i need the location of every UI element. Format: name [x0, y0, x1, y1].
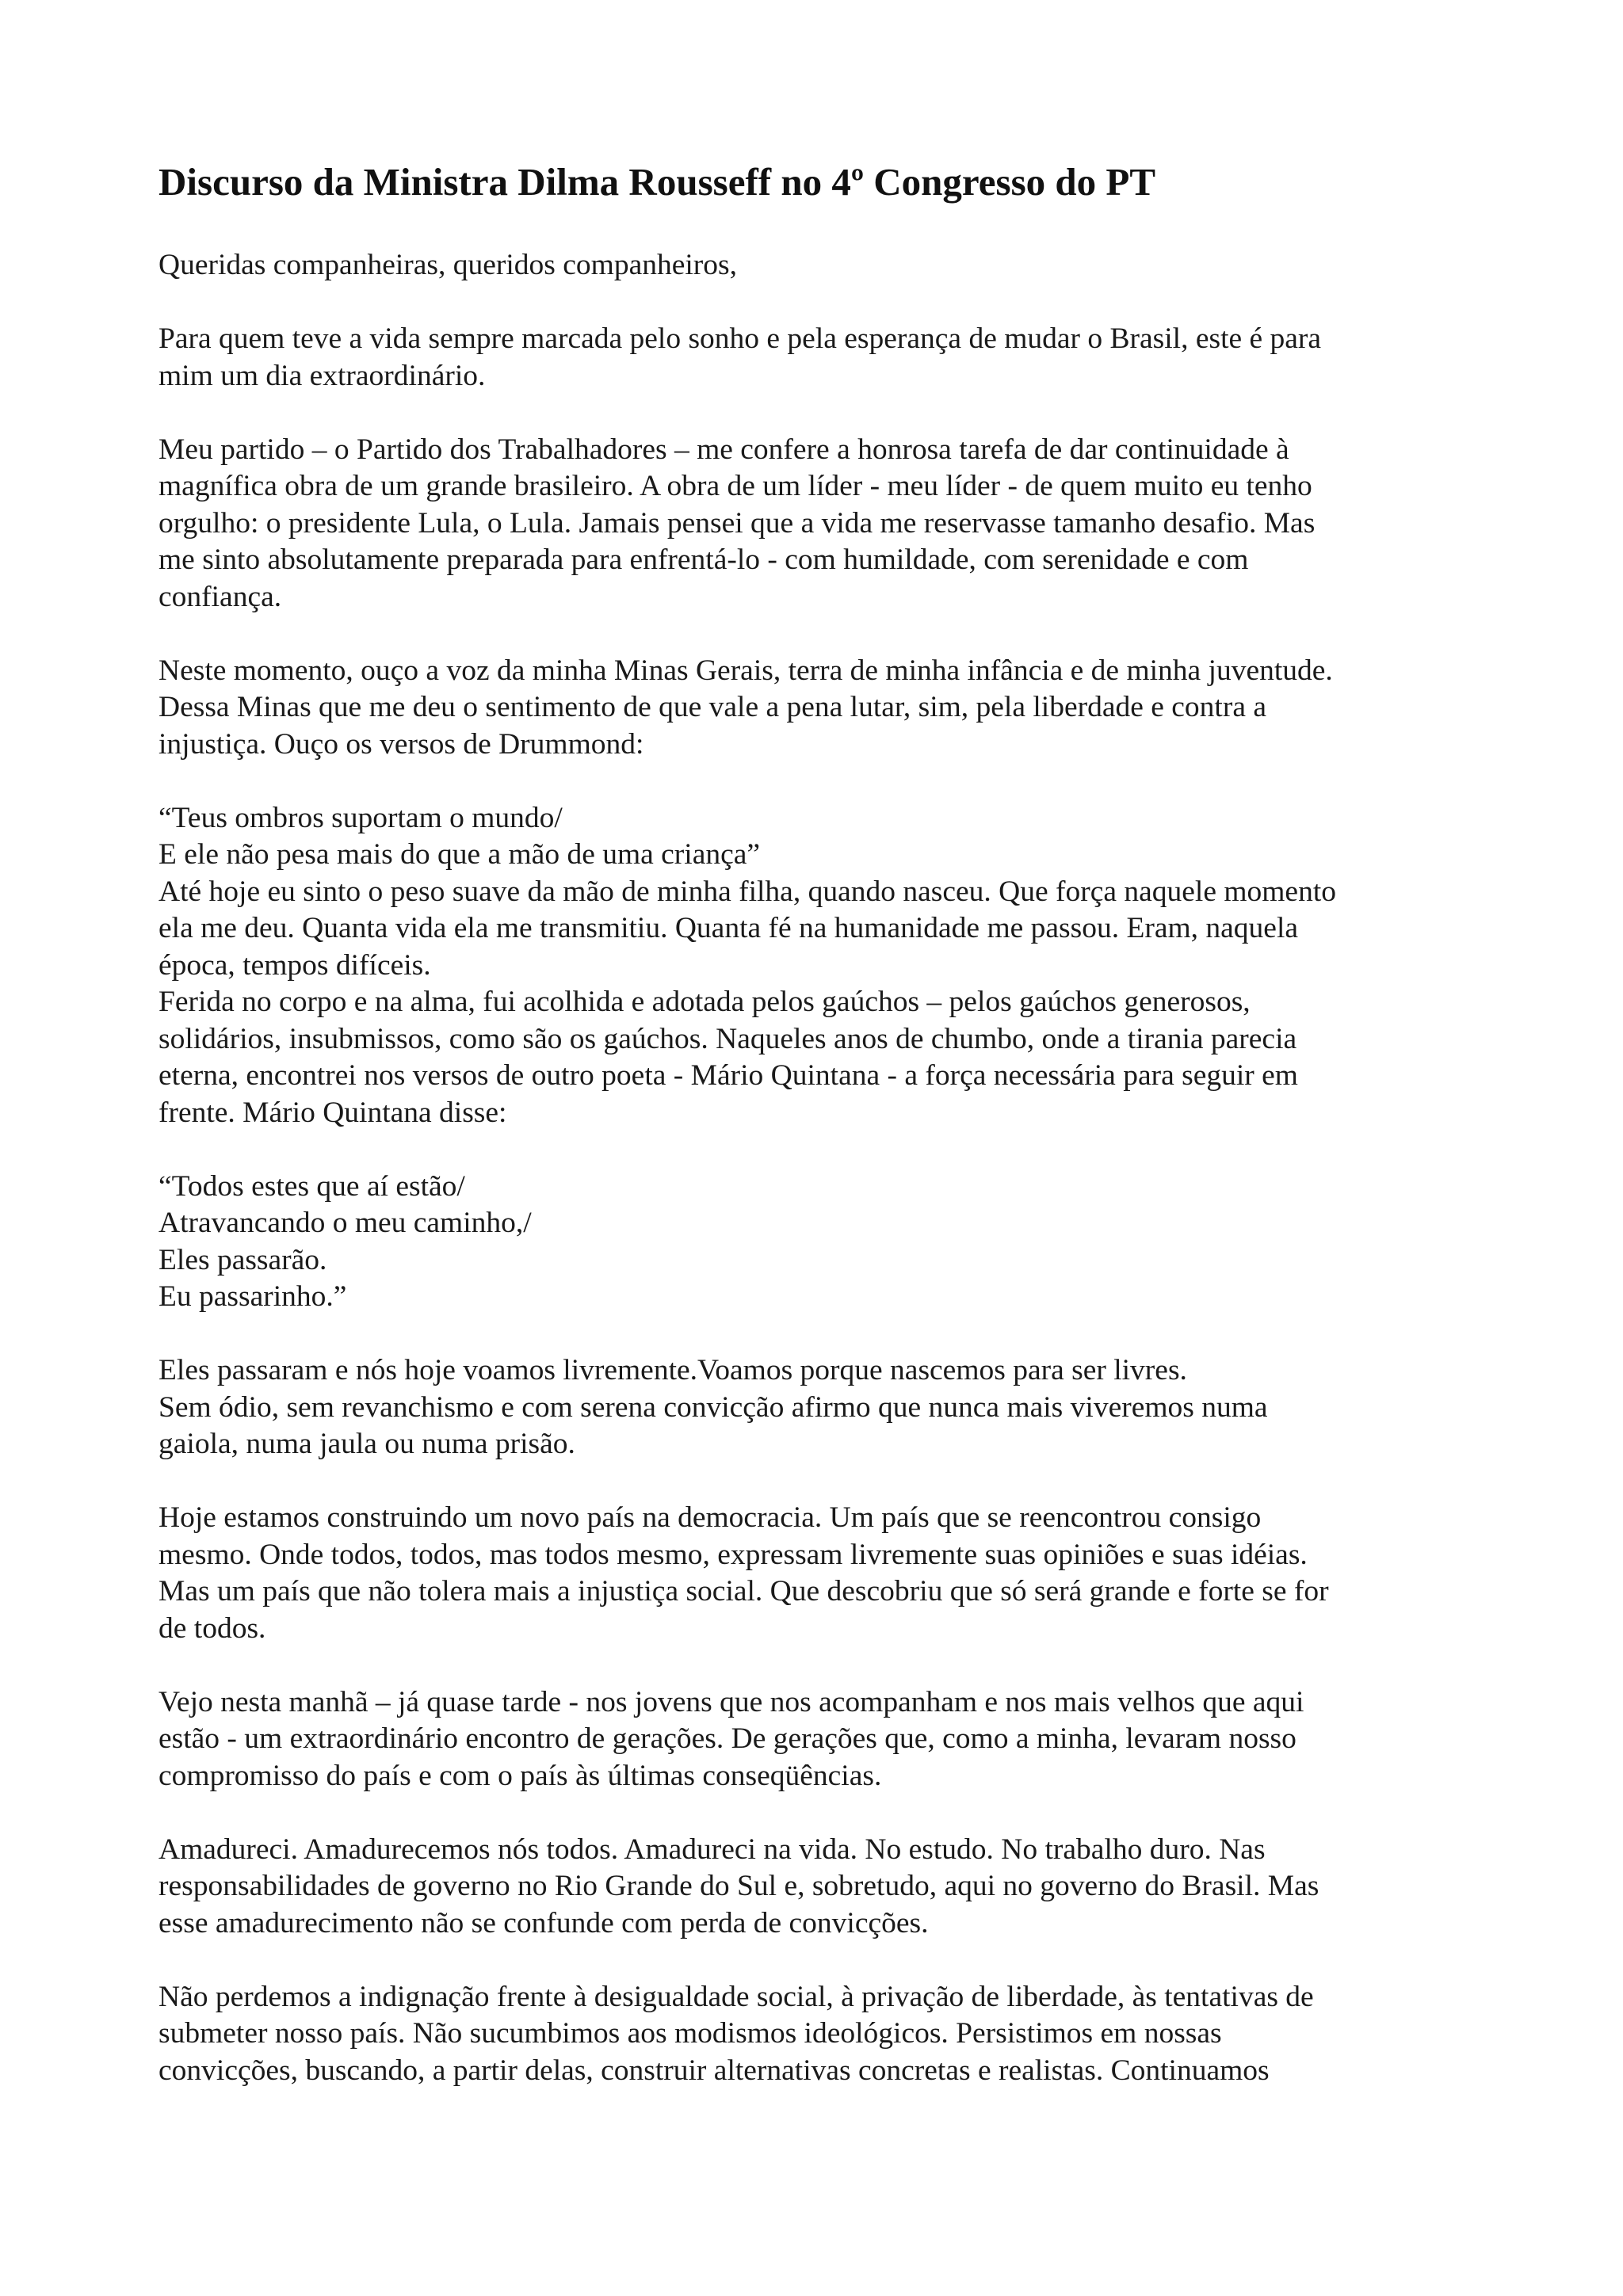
text-line: mim um dia extraordinário.	[158, 359, 486, 392]
text-line: esse amadurecimento não se confunde com perda de convicções.	[158, 1906, 929, 1939]
text-line: mesmo. Onde todos, todos, mas todos mesmo, expressam livremente suas opiniões e suas idéias.	[158, 1538, 1308, 1571]
text-line: estão - um extraordinário encontro de gerações. De gerações que, como a minha, levaram nosso	[158, 1722, 1296, 1755]
text-line: Até hoje eu sinto o peso suave da mão de minha filha, quando nasceu. Que força naquele momento	[158, 875, 1336, 908]
text-line: ela me deu. Quanta vida ela me transmitiu. Quanta fé na humanidade me passou. Eram, naquela	[158, 912, 1299, 944]
text-line: frente. Mário Quintana disse:	[158, 1096, 507, 1129]
text-line: gaiola, numa jaula ou numa prisão.	[158, 1428, 575, 1460]
document-body	[158, 247, 1474, 2089]
paragraph	[158, 1979, 1474, 2090]
text-line: Neste momento, ouço a voz da minha Minas Gerais, terra de minha infância e de minha juventude.	[158, 654, 1333, 687]
text-line: época, tempos difíceis.	[158, 948, 431, 982]
text-line: Amadureci. Amadurecemos nós todos. Amadureci na vida. No estudo. No trabalho duro. Nas	[158, 1833, 1266, 1866]
paragraph-gap	[158, 1131, 1474, 1169]
text-line: Mas um país que não tolera mais a injustiça social. Que descobriu que só será grande e forte se for	[158, 1575, 1329, 1608]
text-line: Eles passarão.	[158, 1243, 327, 1276]
text-line: “Todos estes que aí estão/	[158, 1169, 465, 1203]
paragraph	[158, 1169, 1474, 1316]
text-line: Dessa Minas que me deu o sentimento de que vale a pena lutar, sim, pela liberdade e contra a	[158, 691, 1266, 723]
text-line: Meu partido – o Partido dos Trabalhadores – me confere a honrosa tarefa de dar continuidade à	[158, 433, 1289, 466]
text-line: eterna, encontrei nos versos de outro poeta - Mário Quintana - a força necessária para seguir em	[158, 1059, 1298, 1092]
paragraph	[158, 1500, 1474, 1647]
paragraph	[158, 1832, 1474, 1943]
text-line: orgulho: o presidente Lula, o Lula. Jamais pensei que a vida me reservasse tamanho desafio. Mas	[158, 506, 1316, 540]
paragraph	[158, 1352, 1474, 1463]
text-line: Sem ódio, sem revanchismo e com serena convicção afirmo que nunca mais viveremos numa	[158, 1390, 1268, 1424]
text-line: me sinto absolutamente preparada para enfrentá-lo - com humildade, com serenidade e com	[158, 543, 1249, 576]
text-line: Atravancando o meu caminho,/	[158, 1207, 532, 1239]
paragraph	[158, 321, 1474, 395]
document-title: Discurso da Ministra Dilma Rousseff no 4º Congresso do PT	[158, 160, 1156, 204]
text-line: Vejo nesta manhã – já quase tarde - nos jovens que nos acompanham e nos mais velhos que aqui	[158, 1685, 1304, 1718]
text-line: Hoje estamos construindo um novo país na democracia. Um país que se reencontrou consigo	[158, 1501, 1262, 1534]
text-line: submeter nosso país. Não sucumbimos aos modismos ideológicos. Persistimos em nossas	[158, 2017, 1222, 2050]
text-line: convicções, buscando, a partir delas, construir alternativas concretas e realistas. Continuamos	[158, 2054, 1270, 2087]
paragraph	[158, 432, 1474, 616]
text-line: confiança.	[158, 580, 282, 613]
text-line: compromisso do país e com o país às últimas conseqüências.	[158, 1759, 882, 1792]
text-line: “Teus ombros suportam o mundo/	[158, 801, 563, 834]
text-line: magnífica obra de um grande brasileiro. A obra de um líder - meu líder - de quem muito eu tenho	[158, 470, 1312, 502]
paragraph	[158, 1684, 1474, 1795]
text-line: Para quem teve a vida sempre marcada pelo sonho e pela esperança de mudar o Brasil, este é para	[158, 322, 1322, 355]
text-line: Eu passarinho.”	[158, 1280, 347, 1313]
paragraph	[158, 653, 1474, 764]
paragraph	[158, 247, 1474, 284]
text-line: E ele não pesa mais do que a mão de uma criança”	[158, 838, 761, 871]
text-line: Eles passaram e nós hoje voamos livremente.Voamos porque nascemos para ser livres.	[158, 1354, 1187, 1386]
text-line: de todos.	[158, 1611, 266, 1645]
paragraph	[158, 800, 1474, 1132]
text-line: Ferida no corpo e na alma, fui acolhida e adotada pelos gaúchos – pelos gaúchos generosos,	[158, 986, 1251, 1018]
text-line: solidários, insubmissos, como são os gaúchos. Naqueles anos de chumbo, onde a tirania parecia	[158, 1022, 1297, 1055]
text-line: Não perdemos a indignação frente à desigualdade social, à privação de liberdade, às tentativas de	[158, 1980, 1314, 2013]
text-line: injustiça. Ouço os versos de Drummond:	[158, 727, 644, 761]
text-line: Queridas companheiras, queridos companheiros,	[158, 249, 737, 281]
text-line: responsabilidades de governo no Rio Grande do Sul e, sobretudo, aqui no governo do Brasil. Mas	[158, 1870, 1319, 1902]
